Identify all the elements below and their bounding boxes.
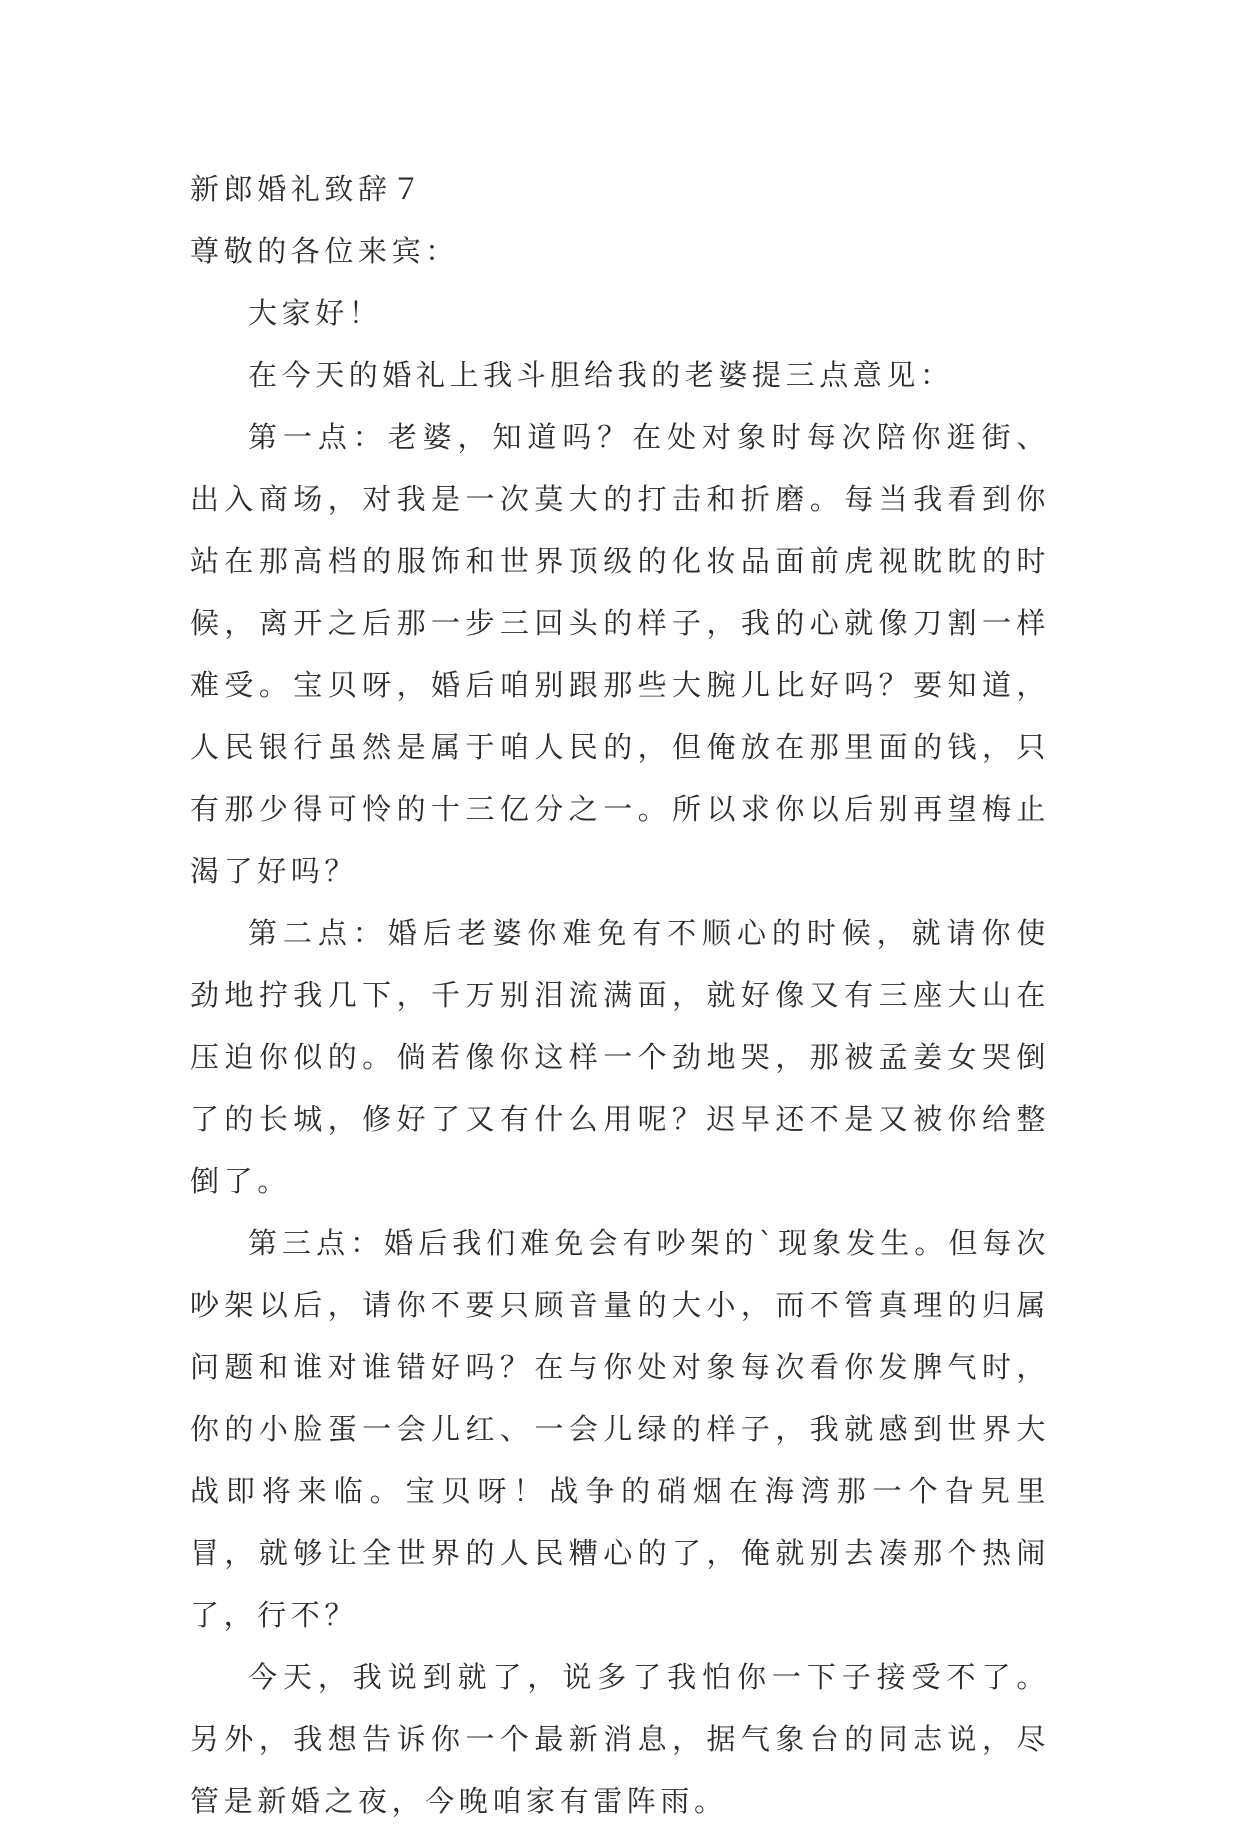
- paragraph-point-two: 第二点：婚后老婆你难免有不顺心的时候，就请你使劲地拧我几下，千万别泪流满面，就好像又有三座大山在压迫你似的。倘若像你这样一个劲地哭，那被孟姜女哭倒了的长城，修好了又有什么用呢？迟早还不是又被你给整倒了。: [190, 916, 1050, 1198]
- paragraph-intro: 在今天的婚礼上我斗胆给我的老婆提三点意见：: [248, 358, 954, 392]
- salutation: 尊敬的各位来宾：: [190, 234, 459, 268]
- document-body: [190, 158, 1050, 1832]
- document-title: 新郎婚礼致辞７: [190, 172, 426, 206]
- paragraph-point-one: 第一点：老婆，知道吗？在处对象时每次陪你逛街、出入商场，对我是一次莫大的打击和折磨。每当我看到你站在那高档的服饰和世界顶级的化妆品面前虎视眈眈的时候，离开之后那一步三回头的样子，我的心就像刀割一样难受。宝贝呀，婚后咱别跟那些大腕儿比好吗？要知道，人民银行虽然是属于咱人民的，但俺放在那里面的钱，只有那少得可怜的十三亿分之一。所以求你以后别再望梅止渴了好吗？: [190, 420, 1050, 888]
- paragraph-point-three: 第三点：婚后我们难免会有吵架的`现象发生。但每次吵架以后，请你不要只顾音量的大小，而不管真理的归属问题和谁对谁错好吗？在与你处对象每次看你发脾气时，你的小脸蛋一会儿红、一会儿绿的样子，我就感到世界大战即将来临。宝贝呀！战争的硝烟在海湾那一个旮旯里冒，就够让全世界的人民糟心的了，俺就别去凑那个热闹了，行不？: [190, 1226, 1050, 1632]
- paragraph-closing: 今天，我说到就了，说多了我怕你一下子接受不了。另外，我想告诉你一个最新消息，据气象台的同志说，尽管是新婚之夜，今晚咱家有雷阵雨。: [190, 1660, 1050, 1818]
- paragraph-greeting: 大家好！: [248, 296, 383, 330]
